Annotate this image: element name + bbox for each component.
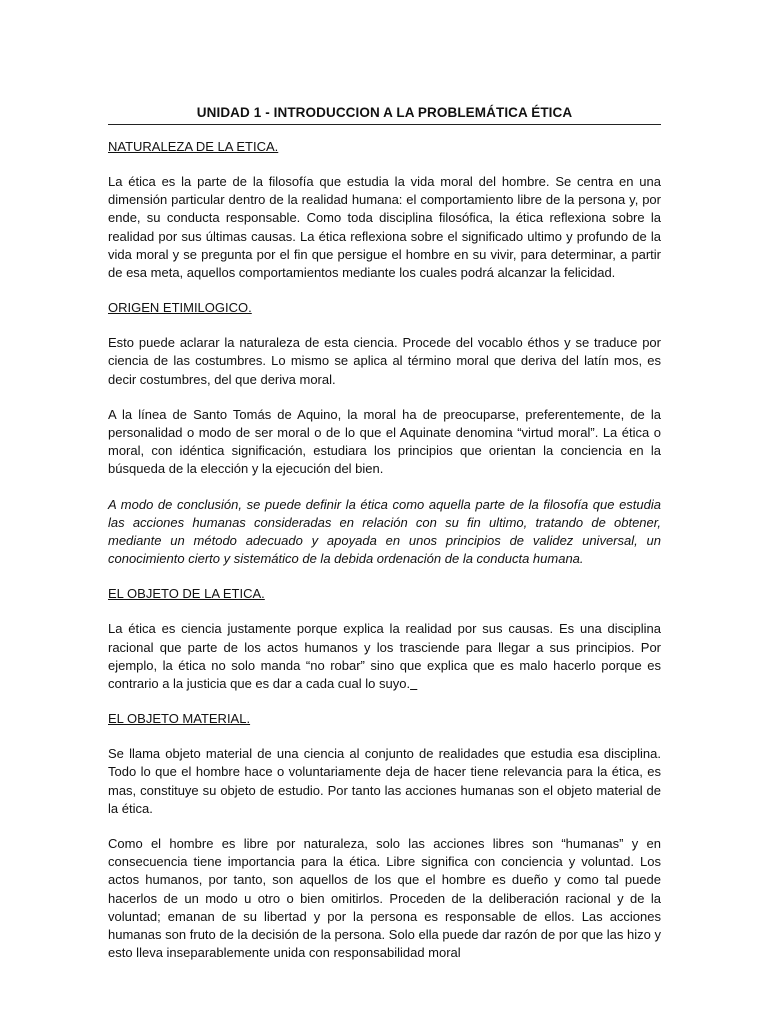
section-heading: ORIGEN ETIMILOGICO. bbox=[108, 300, 252, 316]
section-heading: EL OBJETO MATERIAL. bbox=[108, 711, 251, 727]
section-objeto-material bbox=[108, 710, 661, 962]
trailing-underline-mark bbox=[410, 676, 417, 691]
section-naturaleza bbox=[108, 138, 661, 282]
paragraph: Se llama objeto material de una ciencia al conjunto de realidades que estudia esa disciplina. Todo lo que el hombre hace o voluntariamente deja de hacer tiene relevancia para la ética, es mas, constituye su objeto de estudio. Por tanto las acciones humanas son el objeto material de la ética. bbox=[108, 746, 661, 816]
paragraph: Esto puede aclarar la naturaleza de esta ciencia. Procede del vocablo éthos y se traduce por ciencia de las costumbres. Lo mismo se aplica al término moral que deriva del latín mos, es decir costumbres, del que deriva moral. bbox=[108, 335, 661, 387]
section-heading: NATURALEZA DE LA ETICA. bbox=[108, 139, 279, 154]
paragraph-text: La ética es ciencia justamente porque explica la realidad por sus causas. Es una disciplina racional que parte de los actos humanos y los trasciende para llegar a sus principios. Por ejemplo, la ética no solo manda “no robar” sino que explica que es malo hacerlo porque es contrario a la justicia que es dar a cada cual lo suyo. bbox=[108, 621, 661, 692]
paragraph: Como el hombre es libre por naturaleza, solo las acciones libres son “humanas” y en consecuencia tiene importancia para la ética. Libre significa con conciencia y voluntad. Los actos humanos, por tanto, son aquellos de los que el hombre es dueño y como tal puede hacerlos de un modo u otro o bien omitirlos. Proceden de la deliberación racional y de la voluntad; emanan de su libertad y por la persona es responsable de ellos. Las acciones humanas son fruto de la decisión de la persona. Solo ella puede dar razón de por que las hizo y esto lleva inseparablemente unida con responsabilidad moral bbox=[108, 836, 661, 961]
section-origen bbox=[108, 299, 661, 568]
section-objeto bbox=[108, 585, 661, 693]
conclusion-paragraph: A modo de conclusión, se puede definir la ética como aquella parte de la filosofía que estudia las acciones humanas consideradas en relación con su fin ultimo, tratando de obtener, mediante un método adecuado y apoyada en unos principios de validez universal, un conocimiento cierto y sistemático de la debida ordenación de la conducta humana. bbox=[108, 496, 661, 567]
document-title: UNIDAD 1 - INTRODUCCION A LA PROBLEMÁTICA ÉTICA bbox=[108, 104, 661, 125]
document-page bbox=[108, 104, 661, 963]
paragraph-with-trailing-mark bbox=[108, 620, 661, 693]
section-heading: EL OBJETO DE LA ETICA. bbox=[108, 586, 265, 602]
paragraph: La ética es la parte de la filosofía que estudia la vida moral del hombre. Se centra en una dimensión particular dentro de la realidad humana: el comportamiento libre de la persona y, por ende, su conducta responsable. Como toda disciplina filosófica, la ética reflexiona sobre la realidad por sus últimas causas. La ética reflexiona sobre el significado ultimo y profundo de la vida moral y se pregunta por el fin que persigue el hombre en su vivir, para determinar, a partir de esa meta, aquellos comportamientos mediante los cuales podrá alcanzar la felicidad. bbox=[108, 174, 661, 281]
paragraph: A la línea de Santo Tomás de Aquino, la moral ha de preocuparse, preferentemente, de la personalidad o modo de ser moral o de lo que el Aquinate denomina “virtud moral”. La ética o moral, con idéntica significación, estudiara los principios que orientan la conciencia en la búsqueda de la elección y la ejecución del bien. bbox=[108, 406, 661, 477]
